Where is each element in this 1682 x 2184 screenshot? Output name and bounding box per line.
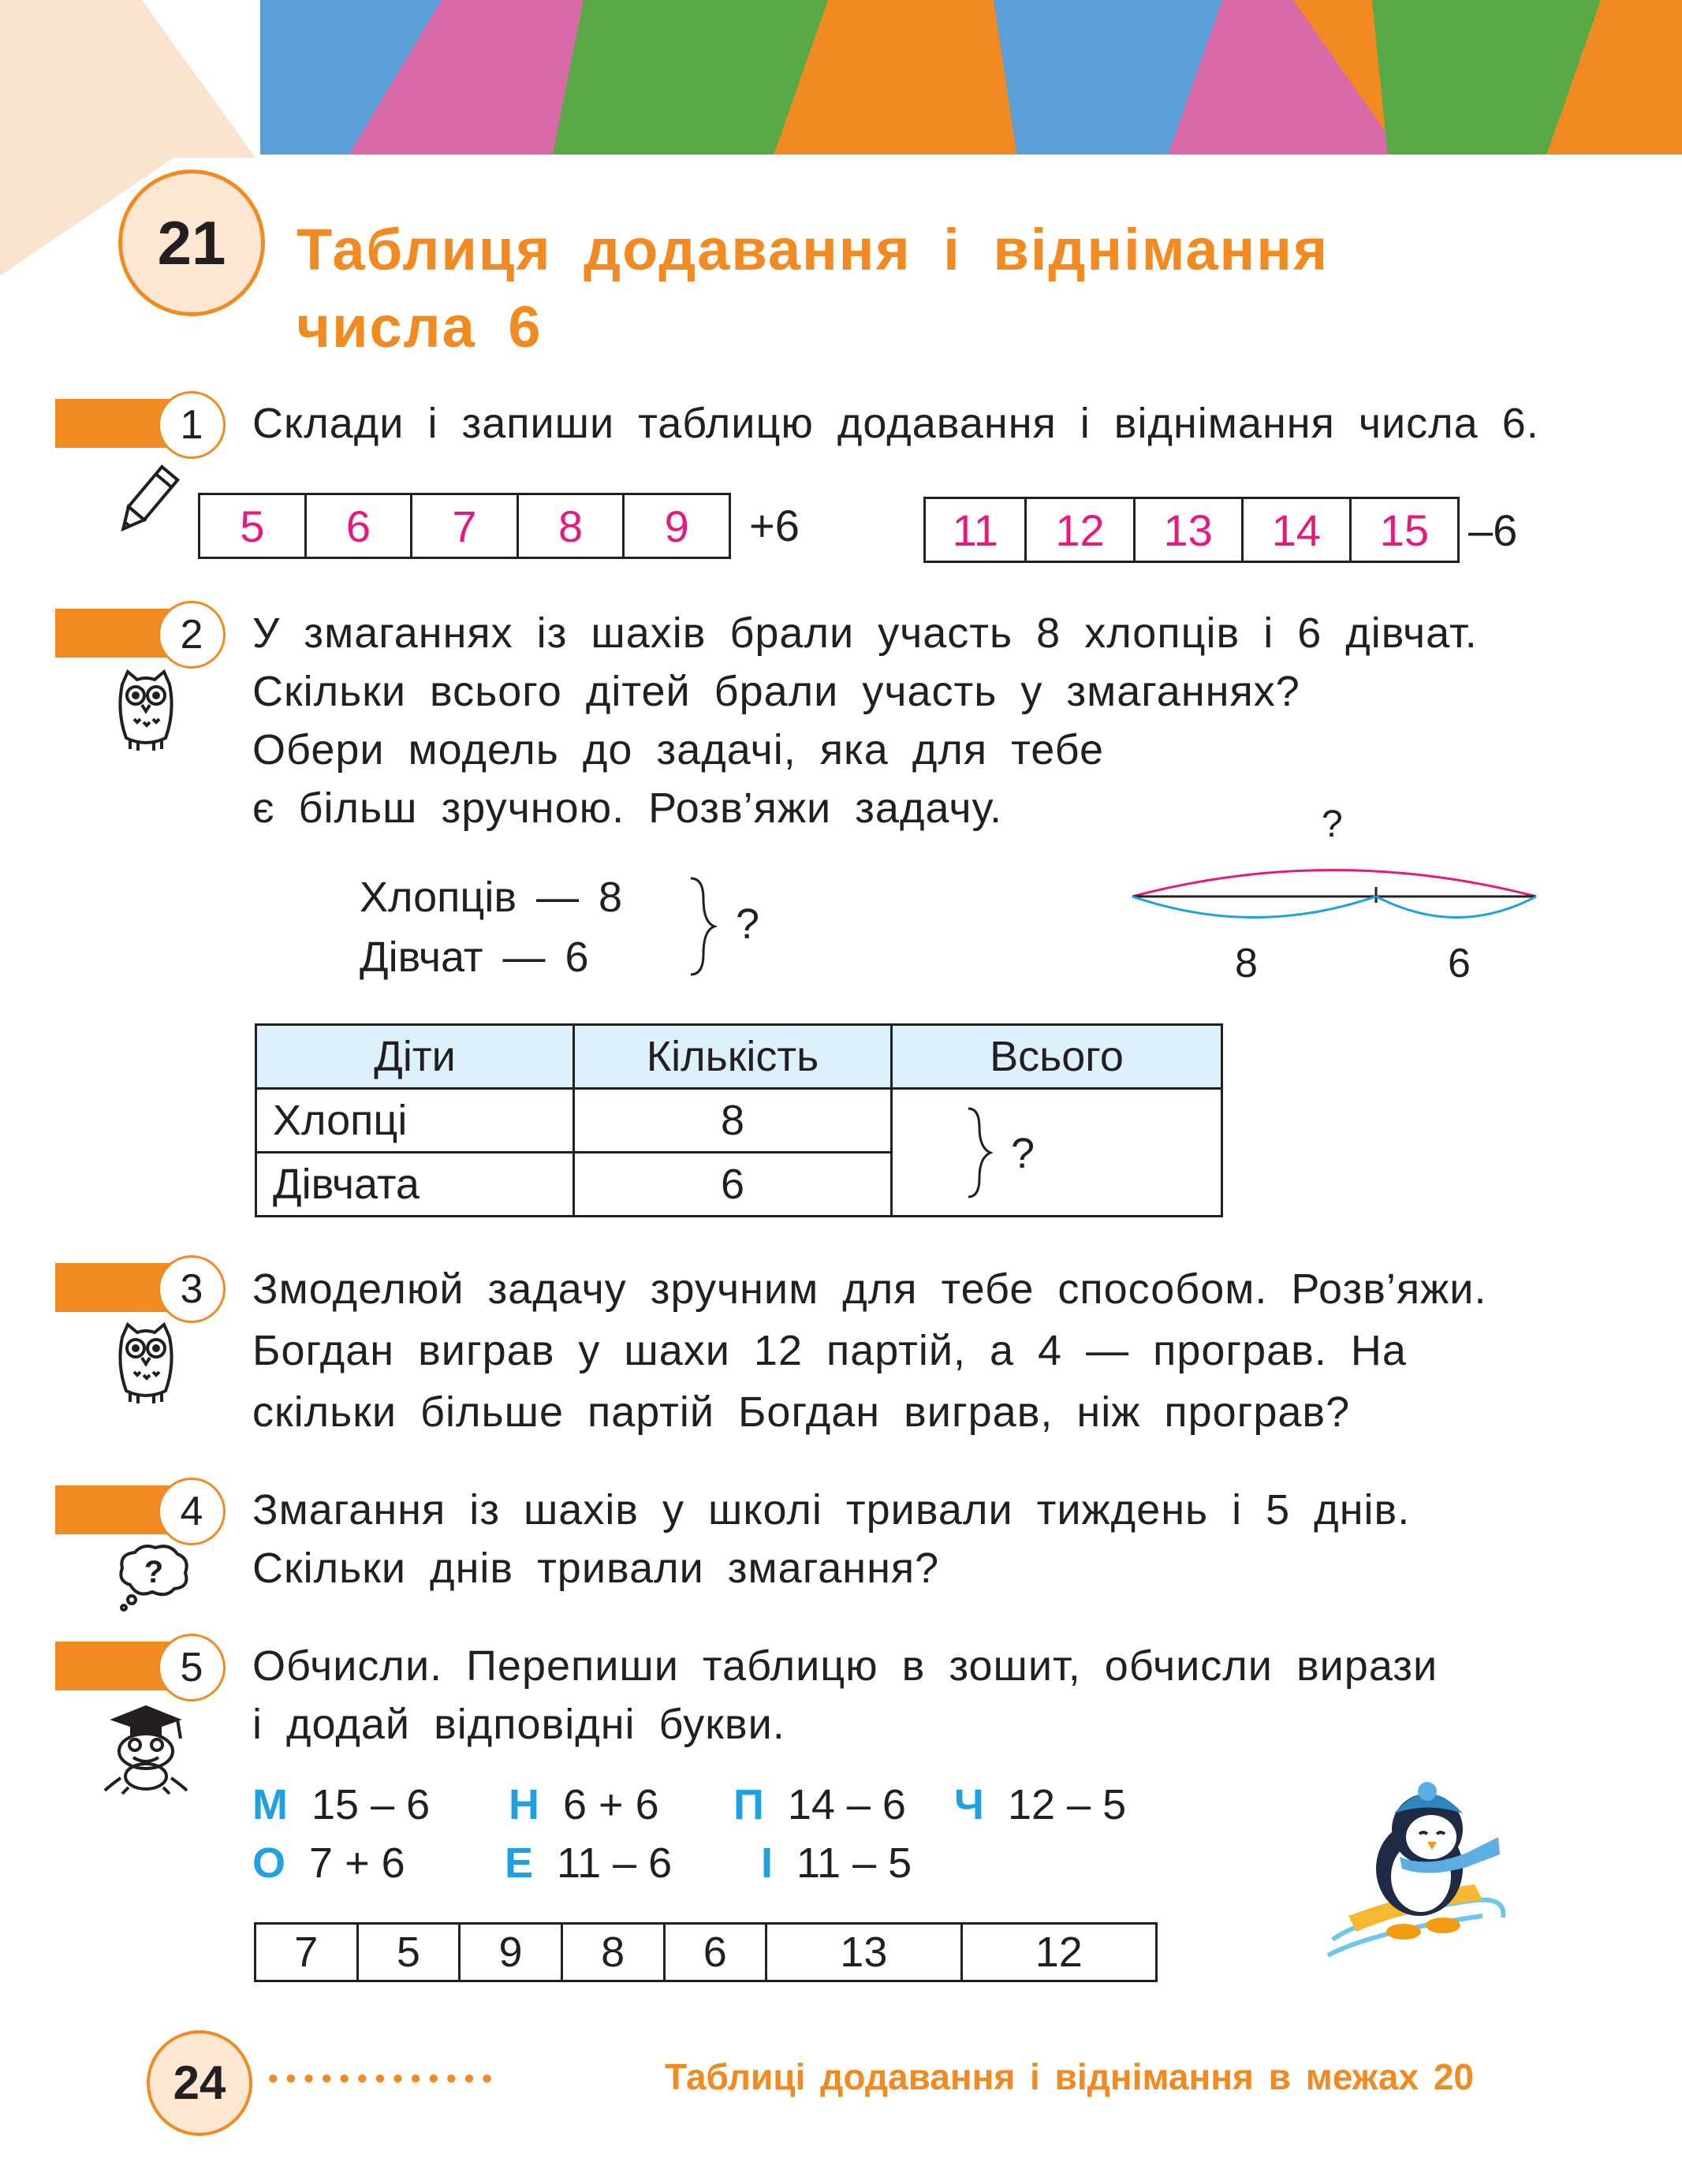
expression-item xyxy=(733,1777,906,1832)
question-bubble-icon xyxy=(114,1541,193,1612)
task1-marker-bar xyxy=(55,399,173,448)
answer-cell: 12 xyxy=(961,1924,1156,1981)
expression-letter: Е xyxy=(505,1839,534,1887)
table-cell: 8 xyxy=(574,1089,892,1153)
short-note-brace xyxy=(686,875,718,978)
owl-icon xyxy=(110,669,181,755)
table-header: Діти xyxy=(256,1025,574,1089)
task5-line2: і додай відповідні букви. xyxy=(252,1701,785,1748)
answer-cell: 6 xyxy=(664,1924,766,1981)
expression-letter: П xyxy=(733,1781,764,1828)
expression-text: 11 – 5 xyxy=(796,1839,912,1887)
task4-line1: Змагання із шахів у школі тривали тиждень і 5 днів. xyxy=(252,1486,1411,1534)
short-note-row2: Дівчат — 6 xyxy=(360,934,589,981)
top-banner xyxy=(0,0,1682,158)
task3-text xyxy=(252,1258,1486,1443)
task5-marker-bar xyxy=(55,1642,173,1690)
owl-icon xyxy=(110,1321,181,1408)
lesson-title xyxy=(296,211,1329,366)
addition-cell: 8 xyxy=(517,494,624,558)
table-cell: Дівчата xyxy=(256,1153,574,1217)
subtraction-cell: 15 xyxy=(1350,498,1458,562)
task2-line2: Скільки всього дітей брали участь у змаганнях? xyxy=(252,668,1300,715)
task2-short-note xyxy=(360,867,622,987)
answer-cell: 9 xyxy=(460,1924,562,1981)
task4-number: 4 xyxy=(158,1478,226,1545)
task1-number: 1 xyxy=(158,391,226,459)
expression-item xyxy=(954,1777,1126,1832)
task3-number: 3 xyxy=(158,1255,226,1323)
task2-line3: Обери модель до задачі, яка для тебе xyxy=(252,726,1105,773)
svg-text:?: ? xyxy=(144,1555,164,1590)
task5-line1: Обчисли. Перепиши таблицю в зошит, обчисли вирази xyxy=(252,1642,1438,1690)
task4-text xyxy=(252,1481,1410,1597)
task2-text xyxy=(252,604,1478,837)
task5-number: 5 xyxy=(158,1634,226,1701)
addition-cell: 9 xyxy=(624,494,730,558)
pencil-icon xyxy=(106,461,185,540)
task1-subtraction-table xyxy=(923,497,1460,563)
table-header: Кількість xyxy=(574,1025,892,1089)
short-note-question: ? xyxy=(736,900,760,948)
expression-text: 11 – 6 xyxy=(557,1839,673,1887)
task5-answer-table xyxy=(254,1922,1158,1982)
expression-item xyxy=(252,1836,405,1891)
lesson-title-line1: Таблиця додавання і віднімання xyxy=(296,217,1330,282)
diagram-total-label: ? xyxy=(1322,803,1343,845)
diagram-left-label: 8 xyxy=(1235,941,1258,986)
task2-marker-bar xyxy=(55,609,173,658)
expression-letter: Ч xyxy=(954,1781,984,1828)
table-total-question: ? xyxy=(1011,1130,1035,1177)
subtraction-cell: 14 xyxy=(1242,498,1350,562)
expression-text: 14 – 6 xyxy=(787,1781,906,1828)
task4-line2: Скільки днів тривали змагання? xyxy=(252,1545,940,1592)
addition-cell: 5 xyxy=(200,494,306,558)
penguin-on-sled-illustration xyxy=(1317,1782,1530,1971)
frog-graduate-icon xyxy=(99,1699,193,1798)
answer-cell: 7 xyxy=(255,1924,358,1981)
table-brace xyxy=(964,1105,995,1200)
segment-diagram xyxy=(1128,852,1553,954)
table-cell: Хлопці xyxy=(256,1089,574,1153)
subtraction-cell: 12 xyxy=(1026,498,1134,562)
task1-addition-table xyxy=(198,493,731,559)
addition-cell: 6 xyxy=(305,494,412,558)
expression-item xyxy=(252,1777,430,1832)
task3-line3: скільки більше партій Богдан виграв, ніж програв? xyxy=(252,1388,1351,1436)
table-row xyxy=(256,1089,1222,1153)
expression-item xyxy=(761,1836,912,1891)
task2-table xyxy=(255,1023,1223,1217)
task5-text xyxy=(252,1637,1438,1754)
expression-text: 7 + 6 xyxy=(309,1839,405,1887)
diagram-right-label: 6 xyxy=(1448,941,1471,986)
expression-text: 6 + 6 xyxy=(563,1781,659,1828)
task3-line2: Богдан виграв у шахи 12 партій, а 4 — програв. На xyxy=(252,1327,1407,1374)
lesson-number-badge: 21 xyxy=(118,170,265,316)
task3-line1: Змоделюй задачу зручним для тебе способом. Розв’яжи. xyxy=(252,1265,1487,1313)
task1-addition-operator: +6 xyxy=(749,501,800,550)
expression-letter: О xyxy=(252,1839,286,1887)
addition-cell: 7 xyxy=(412,494,518,558)
expression-item xyxy=(505,1836,672,1891)
lesson-title-line2: числа 6 xyxy=(296,294,543,360)
answer-cell: 8 xyxy=(561,1924,664,1981)
task2-number: 2 xyxy=(158,601,226,669)
task1-subtraction-operator: –6 xyxy=(1468,505,1518,555)
expression-text: 15 – 6 xyxy=(311,1781,431,1828)
answer-cell: 5 xyxy=(357,1924,460,1981)
footer-title: Таблиці додавання і віднімання в межах 20 xyxy=(665,2056,1474,2097)
task3-marker-bar xyxy=(55,1263,173,1312)
table-header: Всього xyxy=(892,1025,1222,1089)
expression-letter: М xyxy=(252,1781,288,1828)
table-cell: 6 xyxy=(574,1153,892,1217)
answer-cell: 13 xyxy=(766,1924,961,1981)
subtraction-cell: 11 xyxy=(925,498,1026,562)
task2-line1: У змаганнях із шахів брали участь 8 хлопців і 6 дівчат. xyxy=(252,609,1478,657)
expression-letter: І xyxy=(761,1839,774,1887)
footer-dots: • • • • • • • • • • • • • xyxy=(268,2062,492,2094)
task1-text: Склади і запиши таблицю додавання і віднімання числа 6. xyxy=(252,400,1539,447)
table-total-cell xyxy=(892,1089,1222,1217)
expression-letter: Н xyxy=(509,1781,539,1828)
task4-marker-bar xyxy=(55,1485,173,1534)
page-number-badge: 24 xyxy=(147,2030,252,2136)
subtraction-cell: 13 xyxy=(1134,498,1242,562)
expression-text: 12 – 5 xyxy=(1007,1781,1127,1828)
expression-item xyxy=(509,1777,659,1832)
task2-line4: є більш зручною. Розв’яжи задачу. xyxy=(252,785,1003,832)
short-note-row1: Хлопців — 8 xyxy=(360,874,623,921)
